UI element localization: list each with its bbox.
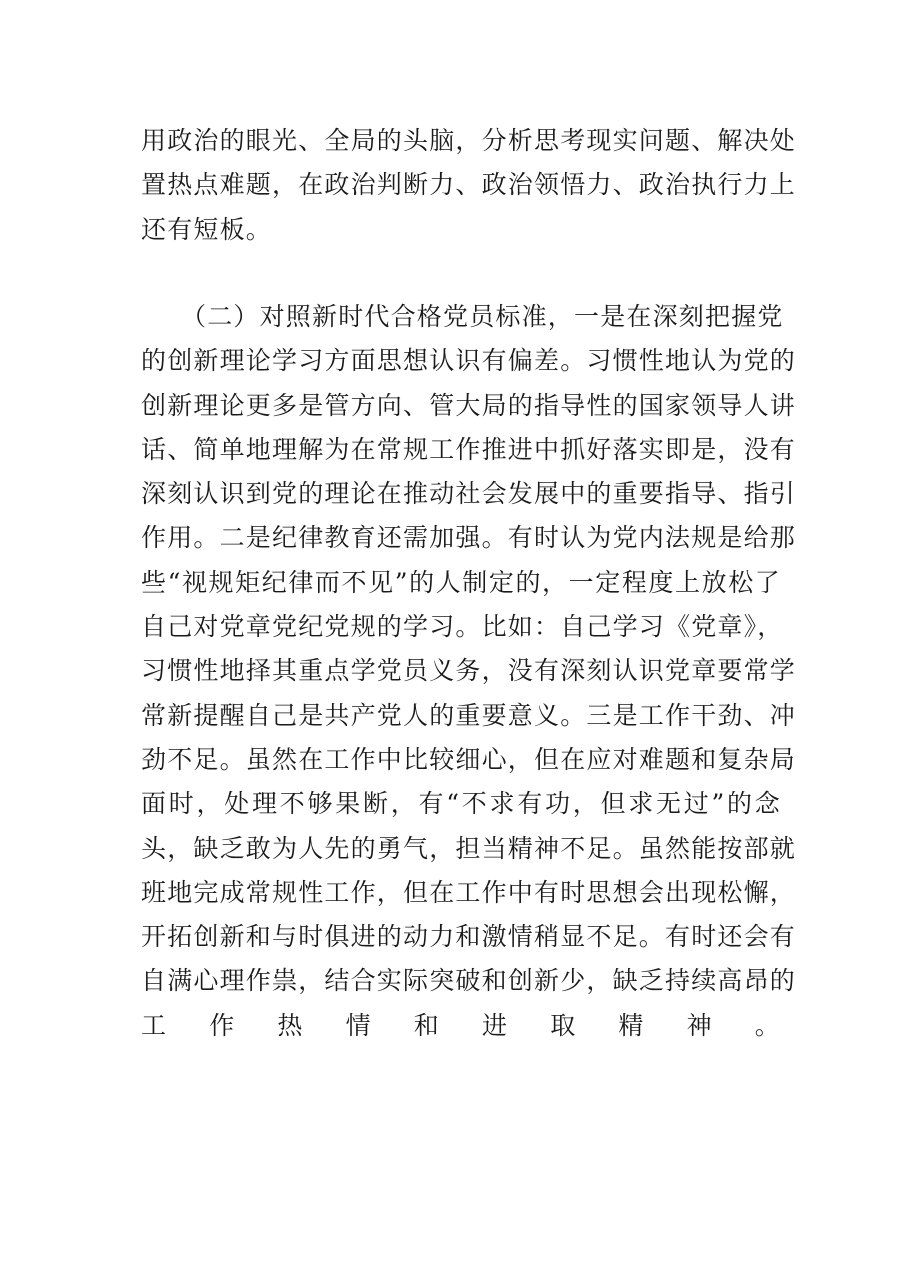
paragraph-2-line: 作用。二是纪律教育还需加强。有时认为党内法规是给那 xyxy=(141,523,797,553)
paragraph-2-line: 劲不足。虽然在工作中比较细心，但在应对难题和复杂局 xyxy=(141,744,797,774)
paragraph-1 xyxy=(141,119,797,252)
paragraph-2-line: 些“视规矩纪律而不见”的人制定的，一定程度上放松了 xyxy=(141,567,781,597)
paragraph-2-line: 深刻认识到党的理论在推动社会发展中的重要指导、指引 xyxy=(141,479,797,509)
paragraph-2-line: 的创新理论学习方面思想认识有偏差。习惯性地认为党的 xyxy=(141,346,797,376)
paragraph-2-line: 班地完成常规性工作，但在工作中有时思想会出现松懈， xyxy=(141,877,797,907)
paragraph-2-line: 常新提醒自己是共产党人的重要意义。三是工作干劲、冲 xyxy=(141,700,797,730)
paragraph-2-line: 自满心理作祟，结合实际突破和创新少，缺乏持续高昂的 xyxy=(141,966,797,996)
paragraph-2 xyxy=(141,295,797,1092)
paragraph-2-line: 创新理论更多是管方向、管大局的指导性的国家领导人讲 xyxy=(141,390,797,420)
paragraph-2-line: 自己对党章党纪党规的学习。比如：自己学习《党章》， xyxy=(141,612,784,642)
paragraph-2-line: 话、简单地理解为在常规工作推进中抓好落实即是，没有 xyxy=(141,434,797,464)
paragraph-2-line: 面时，处理不够果断，有“不求有功，但求无过”的念 xyxy=(141,789,781,819)
paragraph-2-line xyxy=(141,1048,781,1092)
paragraph-1-line: 置热点难题，在政治判断力、政治领悟力、政治执行力上 xyxy=(141,170,797,200)
paragraph-2-line: （二）对照新时代合格党员标准，一是在深刻把握党 xyxy=(181,302,784,331)
paragraph-2-line: 开拓创新和与时俱进的动力和激情稍显不足。有时还会有 xyxy=(141,922,797,952)
paragraph-2-line: 习惯性地择其重点学党员义务，没有深刻认识党章要常学 xyxy=(141,656,797,686)
paragraph-2-line: 工作热情和进取精神。 xyxy=(141,1010,781,1040)
paragraph-2-line: 头，缺乏敢为人先的勇气，担当精神不足。虽然能按部就 xyxy=(141,833,797,863)
paragraph-1-line: 还有短板。 xyxy=(141,214,273,244)
paragraph-1-line: 用政治的眼光、全局的头脑，分析思考现实问题、解决处 xyxy=(141,126,797,155)
